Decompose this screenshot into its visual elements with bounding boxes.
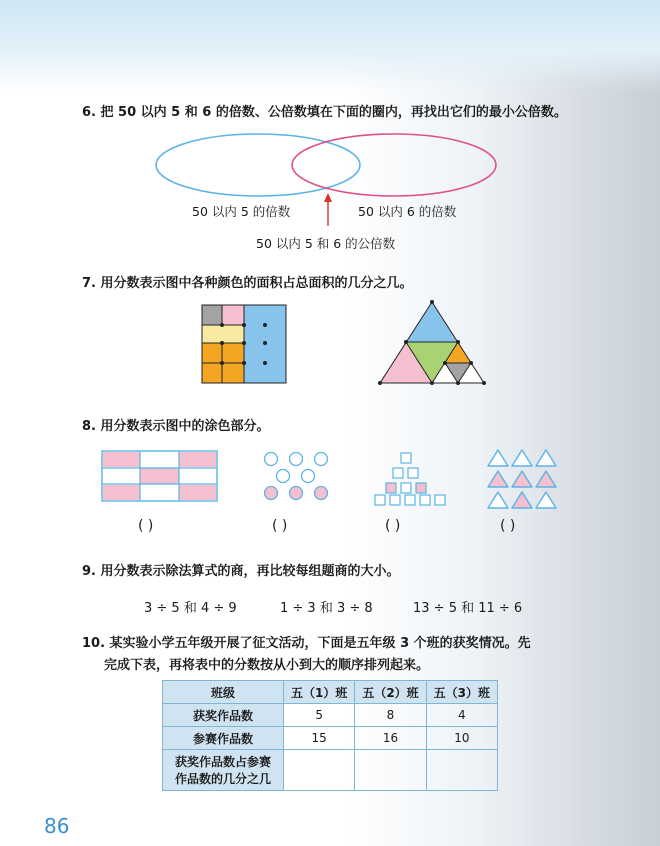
header-class-1: 五（1）班 (284, 681, 355, 704)
question-6-title: 6. 把 50 以内 5 和 6 的倍数、公倍数填在下面的圈内，再找出它们的最小公倍数。 (82, 105, 567, 120)
answer-blank-3[interactable]: ( ) (385, 518, 401, 534)
table-row (163, 750, 498, 791)
page-number: 86 (44, 814, 70, 838)
table-row (163, 704, 498, 727)
cell-fraction-1[interactable] (284, 750, 355, 791)
cell-entries-3: 10 (426, 727, 497, 750)
cell-entries-2: 16 (355, 727, 426, 750)
cell-fraction-3[interactable] (426, 750, 497, 791)
division-expression-3: 13 ÷ 5 和 11 ÷ 6 (413, 601, 523, 616)
row-label-fraction (163, 750, 284, 791)
row-label-awarded: 获奖作品数 (163, 704, 284, 727)
row-label-entries: 参赛作品数 (163, 727, 284, 750)
question-7-title: 7. 用分数表示图中各种颜色的面积占总面积的几分之几。 (82, 276, 413, 291)
venn-right-label: 50 以内 6 的倍数 (358, 204, 457, 219)
cell-awarded-1: 5 (284, 704, 355, 727)
question-10-title-line1: 10. 某实验小学五年级开展了征文活动，下面是五年级 3 个班的获奖情况。先 (82, 636, 531, 651)
row-label-fraction-line1: 获奖作品数占参赛 (174, 755, 271, 769)
question-10-title-line2: 完成下表，再将表中的分数按从小到大的顺序排列起来。 (104, 658, 430, 673)
cell-awarded-2: 8 (355, 704, 426, 727)
division-expression-2: 1 ÷ 3 和 3 ÷ 8 (280, 601, 373, 616)
answer-blank-4[interactable]: ( ) (500, 518, 516, 534)
answer-blank-2[interactable]: ( ) (272, 518, 288, 534)
table-header-row (163, 681, 498, 704)
cell-entries-1: 15 (284, 727, 355, 750)
question-9-title: 9. 用分数表示除法算式的商，再比较每组题商的大小。 (82, 564, 400, 579)
venn-common-label: 50 以内 5 和 6 的公倍数 (256, 236, 396, 251)
table-row (163, 727, 498, 750)
header-class: 班级 (163, 681, 284, 704)
division-expression-1: 3 ÷ 5 和 4 ÷ 9 (144, 601, 237, 616)
question-8-title: 8. 用分数表示图中的涂色部分。 (82, 419, 270, 434)
cell-fraction-2[interactable] (355, 750, 426, 791)
venn-left-label: 50 以内 5 的倍数 (192, 204, 291, 219)
header-class-2: 五（2）班 (355, 681, 426, 704)
header-class-3: 五（3）班 (426, 681, 497, 704)
cell-awarded-3: 4 (426, 704, 497, 727)
answer-blank-1[interactable]: ( ) (138, 518, 154, 534)
row-label-fraction-line2: 作品数的几分之几 (174, 772, 271, 786)
awards-table (162, 680, 498, 791)
